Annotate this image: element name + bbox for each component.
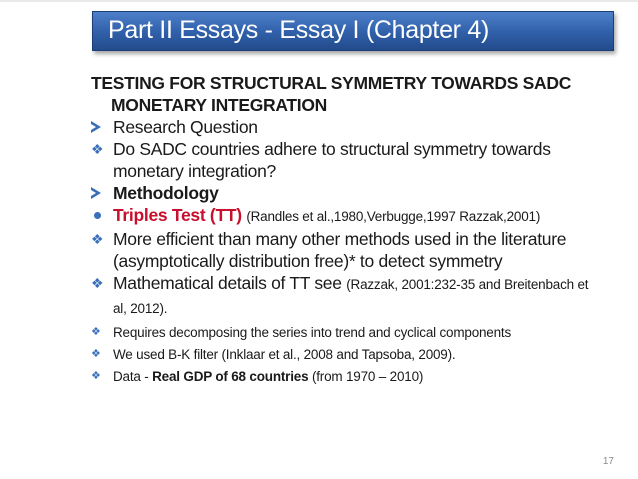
data-bold-text: Real GDP of 68 countries [152, 369, 309, 384]
heading-line-1: TESTING FOR STRUCTURAL SYMMETRY TOWARDS SADC [91, 73, 572, 93]
diamond-bullet-icon: ❖ [91, 231, 104, 247]
bk-filter-text: We used B-K filter (Inklaar et al., 2008 and Tapsoba, 2009). [113, 347, 456, 362]
page-number: 17 [602, 456, 614, 467]
list-item-math-details [91, 272, 631, 320]
efficiency-line-1: More efficient than many other methods used in the literature [113, 229, 567, 249]
top-frame-line [0, 0, 638, 2]
diamond-bullet-icon: ❖ [91, 141, 104, 157]
data-label: Data - [113, 369, 149, 384]
list-item-efficiency [91, 228, 631, 272]
diamond-bullet-icon: ❖ [91, 275, 104, 291]
diamond-bullet-icon: ❖ [91, 370, 101, 382]
question-line-2: monetary integration? [113, 161, 276, 181]
list-item-question [91, 138, 631, 182]
heading-line-2: MONETARY INTEGRATION [111, 95, 327, 115]
math-details-text: Mathematical details of TT see [113, 273, 342, 293]
efficiency-line-2: (asymptotically distribution free)* to detect symmetry [113, 251, 503, 271]
triples-test-refs: (Randles et al.,1980,Verbugge,1997 Razzak,2001) [246, 209, 541, 224]
list-item-research-question [91, 116, 631, 138]
list-item-decompose [91, 323, 631, 342]
dot-bullet-icon [94, 212, 101, 219]
list-item-methodology [91, 182, 631, 204]
triples-test-name: Triples Test (TT) [113, 205, 242, 225]
arrow-bullet-icon [91, 187, 101, 199]
slide-heading [91, 72, 631, 116]
data-range-text: (from 1970 – 2010) [311, 369, 424, 384]
methodology-text: Methodology [113, 183, 219, 203]
list-item-data [91, 367, 631, 386]
math-refs-line-1: (Razzak, 2001:232-35 and Breitenbach et [346, 277, 589, 292]
question-line-1: Do SADC countries adhere to structural symmetry towards [113, 139, 551, 159]
slide-title: Part II Essays - Essay I (Chapter 4) [108, 16, 489, 44]
list-item-bk-filter [91, 345, 631, 364]
decompose-text: Requires decomposing the series into trend and cyclical components [113, 325, 512, 340]
research-question-text: Research Question [113, 117, 258, 137]
diamond-bullet-icon: ❖ [91, 348, 101, 360]
arrow-bullet-icon [91, 121, 101, 133]
list-item-triples-test [91, 204, 631, 228]
math-refs-line-2: al, 2012). [113, 301, 168, 316]
diamond-bullet-icon: ❖ [91, 326, 101, 338]
slide-content [91, 72, 631, 386]
